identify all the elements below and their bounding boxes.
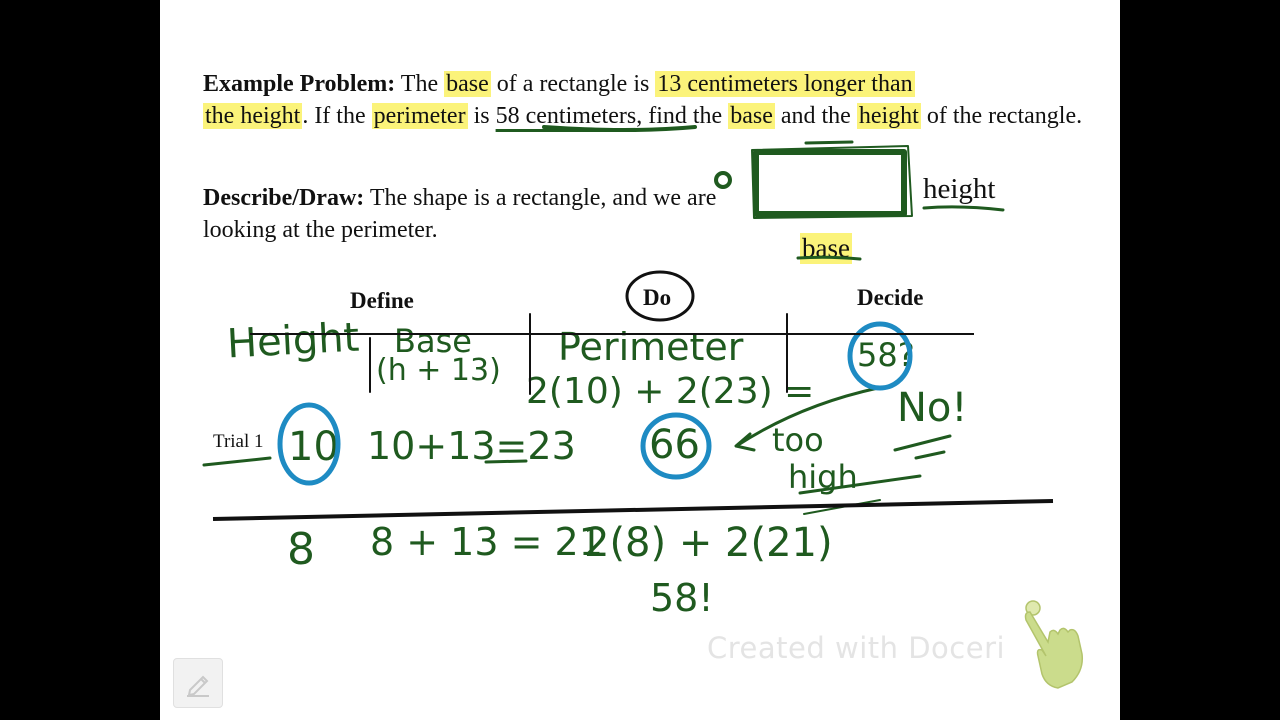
hw-trial1-base: 10+13=23	[367, 424, 576, 468]
underline-58-stroke	[544, 127, 695, 130]
problem-text: . If the	[302, 103, 366, 129]
problem-text: of the rectangle.	[926, 103, 1083, 129]
highlight-height-phrase: the height	[205, 103, 301, 129]
hw-base: Base	[394, 322, 472, 360]
hw-high: high	[788, 458, 858, 496]
base-underline	[798, 257, 860, 259]
answer-underline	[486, 461, 526, 462]
describe-draw-label: Describe/Draw:	[203, 185, 365, 211]
do-circle	[627, 272, 693, 320]
problem-text: , find the	[636, 103, 723, 129]
no-underline-2	[916, 452, 944, 458]
underline-58cm: 58 centimeters	[495, 103, 637, 129]
hw-trial2-height: 8	[287, 524, 315, 575]
too-high-stroke	[800, 476, 920, 493]
header-decide: Decide	[857, 285, 924, 310]
ink-overlay	[160, 0, 1120, 720]
point-dot	[716, 173, 730, 187]
circle-10	[280, 405, 338, 483]
header-define: Define	[350, 288, 414, 313]
no-underline-1	[895, 436, 950, 450]
trial-1-label: Trial 1	[213, 431, 264, 452]
doceri-watermark: Created with Doceri	[707, 631, 1006, 665]
pencil-icon	[183, 668, 213, 698]
problem-text: is	[473, 103, 490, 129]
hw-trial2-base: 8 + 13 = 21	[370, 520, 603, 564]
highlight-perimeter: perimeter	[373, 103, 466, 129]
arrow-stroke	[738, 388, 878, 445]
rectangle-figure	[756, 152, 904, 214]
figure-base-label: base	[802, 233, 850, 263]
trial-separator-line	[213, 501, 1053, 519]
hw-perimeter-calc: 2(10) + 2(23) =	[526, 371, 815, 412]
circle-66	[643, 415, 709, 477]
figure-height-label: height	[923, 173, 996, 205]
hw-base-expr: (h + 13)	[376, 353, 501, 388]
hw-no: No!	[897, 385, 968, 431]
rectangle-top-tick	[806, 142, 852, 143]
hw-decide-58: 58?	[857, 336, 915, 374]
example-problem-label: Example Problem:	[203, 71, 396, 97]
describe-draw-body: The shape is a rectangle, and we are looking at the perimeter.	[203, 185, 717, 243]
highlight-base: base	[446, 71, 489, 97]
problem-text: of a rectangle is	[496, 71, 650, 97]
problem-text: The	[400, 71, 439, 97]
header-do: Do	[643, 285, 672, 310]
hw-perimeter: Perimeter	[558, 325, 744, 369]
hw-trial1-result: 66	[649, 422, 700, 468]
rectangle-figure-outline	[752, 146, 912, 218]
highlight-base-2: base	[730, 103, 773, 129]
height-underline	[924, 207, 1003, 210]
hw-height: Height	[225, 314, 361, 368]
whiteboard-page	[160, 0, 1120, 720]
problem-text: and the	[780, 103, 851, 129]
hw-trial2-result: 58!	[650, 576, 714, 620]
highlight-height-2: height	[858, 103, 919, 129]
pencil-tool-button[interactable]	[173, 658, 223, 708]
hw-trial2-perimeter: 2(8) + 2(21)	[584, 520, 833, 566]
hw-trial1-height: 10	[288, 424, 339, 470]
trial-underline	[204, 458, 270, 465]
highlight-13cm: 13 centimeters longer than	[657, 71, 913, 97]
hw-too: too	[772, 421, 824, 459]
pointing-hand-icon	[1020, 598, 1090, 692]
